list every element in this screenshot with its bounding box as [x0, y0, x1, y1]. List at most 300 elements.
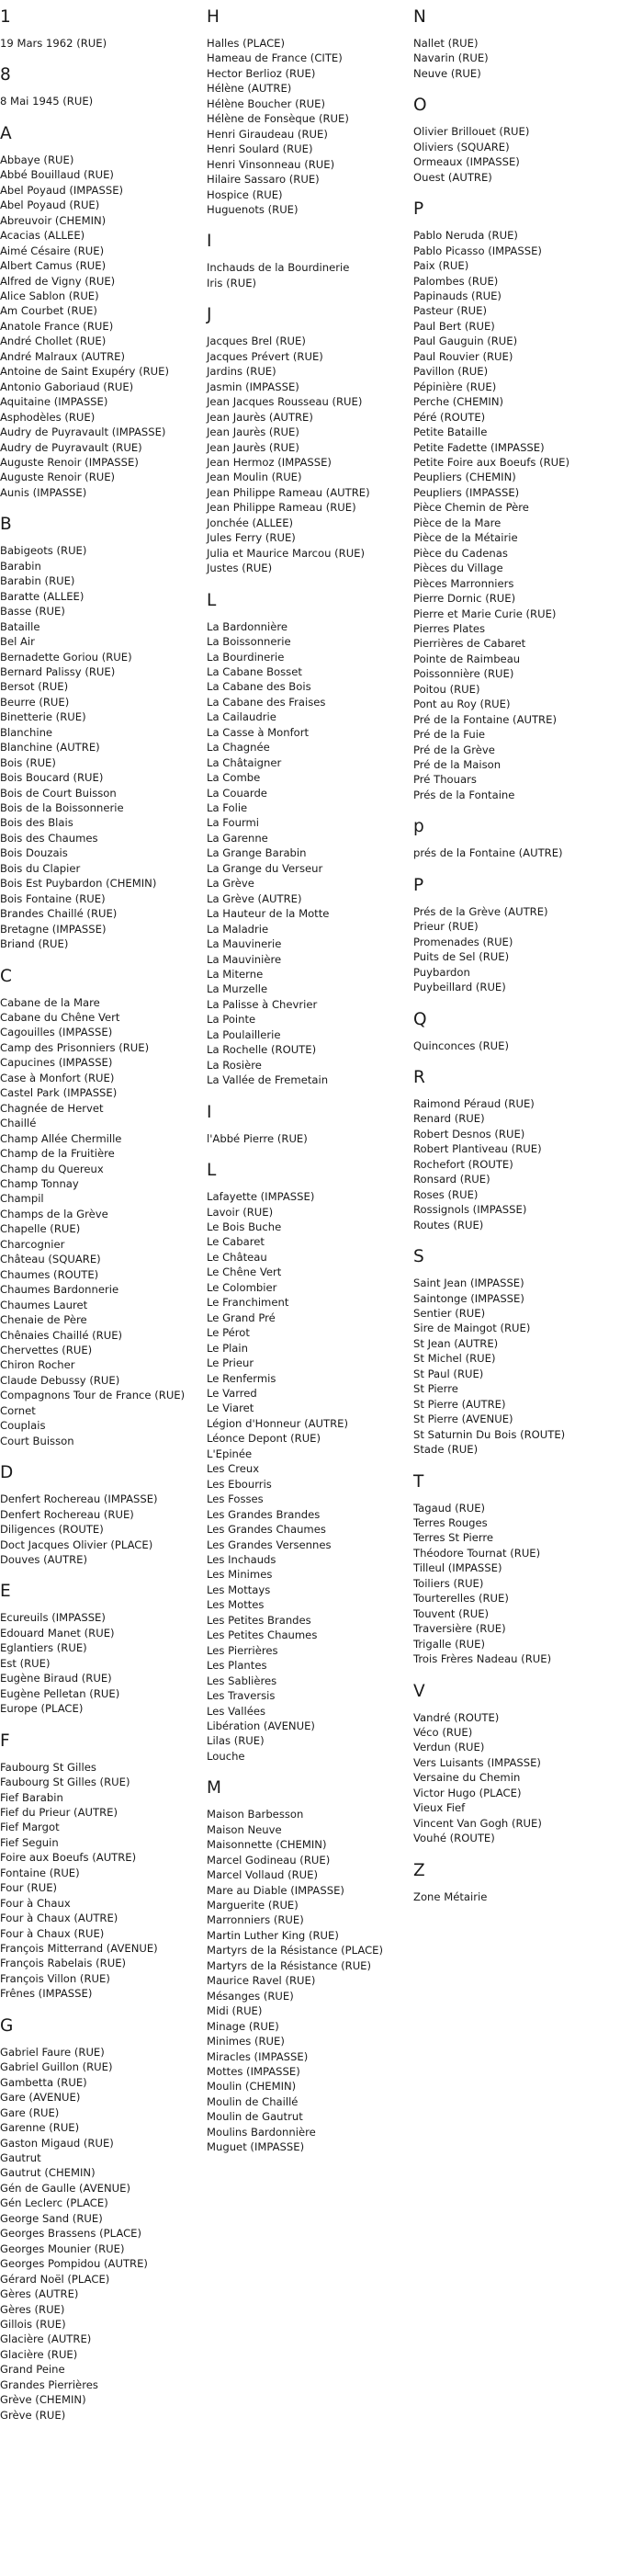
street-list	[0, 1760, 207, 2002]
street-name: Robert Desnos (RUE)	[413, 1127, 525, 1140]
letter-section	[413, 1861, 620, 1904]
street-name: Le Colombier	[207, 1280, 277, 1294]
street-name: La Poulaillerie	[207, 1027, 281, 1041]
street-name: Pasteur (RUE)	[413, 304, 488, 318]
street-name: Ormeaux (IMPASSE)	[413, 155, 520, 169]
street-name: Jean Jaurès (RUE)	[207, 440, 299, 454]
street-name: Baratte (ALLEE)	[0, 589, 85, 603]
letter-section	[0, 515, 207, 951]
street-name: Pré de la Fuie	[413, 728, 486, 742]
street-name: Gare (RUE)	[0, 2105, 60, 2119]
section-letter-heading: 8	[0, 65, 11, 85]
street-name: La Hauteur de la Motte	[207, 907, 330, 921]
street-name: Chapelle (RUE)	[0, 1222, 81, 1236]
street-name: Les Vallées	[207, 1704, 265, 1718]
section-letter-heading: A	[0, 123, 12, 143]
street-name: Prieur (RUE)	[413, 920, 479, 934]
street-name: La Garenne	[207, 831, 268, 845]
street-name: Cabane du Chêne Vert	[0, 1011, 120, 1025]
street-name: Denfert Rochereau (RUE)	[0, 1507, 134, 1521]
letter-section	[413, 1247, 620, 1457]
street-name: La Rochelle (ROUTE)	[207, 1043, 317, 1057]
street-name: St Paul (RUE)	[413, 1367, 484, 1380]
street-name: Peupliers (CHEMIN)	[413, 471, 516, 484]
street-name: Acacias (ALLEE)	[0, 229, 85, 243]
street-name: Papinauds (RUE)	[413, 289, 502, 302]
street-name: Chênaies Chaillé (RUE)	[0, 1328, 123, 1342]
street-name: Les Fosses	[207, 1492, 264, 1506]
street-name: Glacière (RUE)	[0, 2347, 78, 2361]
section-letter-heading: B	[0, 515, 12, 535]
street-name: La Châtaigner	[207, 755, 282, 769]
street-name: Champs de la Grève	[0, 1207, 108, 1220]
street-name: Aquitaine (IMPASSE)	[0, 395, 108, 409]
street-name: Marcel Vollaud (RUE)	[207, 1868, 319, 1882]
street-name: Alfred de Vigny (RUE)	[0, 274, 116, 288]
street-name: Gaston Migaud (RUE)	[0, 2136, 114, 2150]
street-name: André Malraux (AUTRE)	[0, 349, 125, 363]
section-letter-heading: M	[207, 1778, 221, 1799]
street-name: Stade (RUE)	[413, 1443, 479, 1457]
letter-section	[207, 1778, 413, 2154]
street-name: Les Minimes	[207, 1568, 273, 1582]
street-name: Libération (AVENUE)	[207, 1719, 315, 1732]
street-name: Abel Poyaud (IMPASSE)	[0, 183, 124, 197]
street-name: Gare (AVENUE)	[0, 2091, 81, 2105]
section-letter-heading: P	[413, 875, 424, 895]
street-name: Hameau de France (CITE)	[207, 51, 343, 65]
street-name: Georges Brassens (PLACE)	[0, 2227, 142, 2241]
street-list	[207, 36, 413, 217]
street-name: Paul Gauguin (RUE)	[413, 335, 518, 348]
street-name: Théodore Tournat (RUE)	[413, 1546, 541, 1560]
street-list	[207, 260, 413, 290]
street-name: Les Grandes Chaumes	[207, 1523, 326, 1537]
street-name: Bois Fontaine (RUE)	[0, 891, 106, 905]
street-name: Capucines (IMPASSE)	[0, 1056, 113, 1070]
street-name: Renard (RUE)	[413, 1112, 485, 1126]
street-name: St Jean (AUTRE)	[413, 1336, 499, 1350]
street-list	[413, 1096, 620, 1232]
street-name: Le Chêne Vert	[207, 1265, 282, 1279]
street-name: Julia et Maurice Marcou (RUE)	[207, 546, 366, 560]
street-list	[0, 543, 207, 951]
letter-section	[413, 7, 620, 81]
street-name: Henri Giraudeau (RUE)	[207, 127, 328, 141]
street-name: 19 Mars 1962 (RUE)	[0, 37, 107, 50]
street-name: Court Buisson	[0, 1434, 74, 1447]
letter-section	[413, 1068, 620, 1232]
street-name: Jean Moulin (RUE)	[207, 471, 302, 484]
street-list	[413, 1501, 620, 1667]
street-name: Mésanges (RUE)	[207, 1989, 294, 2003]
street-name: Champ Tonnay	[0, 1177, 79, 1190]
street-name: l'Abbé Pierre (RUE)	[207, 1131, 308, 1145]
street-name: Trigalle (RUE)	[413, 1637, 486, 1651]
street-name: Les Petites Brandes	[207, 1613, 311, 1627]
street-name: Navarin (RUE)	[413, 51, 489, 65]
street-name: Les Mottays	[207, 1583, 271, 1596]
street-name: Am Courbet (RUE)	[0, 304, 97, 318]
letter-section	[207, 1103, 413, 1146]
street-name: La Chagnée	[207, 741, 270, 755]
street-name: Asphodèles (RUE)	[0, 410, 96, 424]
street-name: Blanchine	[0, 725, 53, 739]
street-name: Four à Chaux	[0, 1896, 71, 1910]
section-letter-heading: N	[413, 7, 426, 27]
street-name: Pointe de Raimbeau	[413, 652, 521, 665]
letter-section	[207, 591, 413, 1088]
street-name: Chaumes (ROUTE)	[0, 1267, 99, 1281]
street-name: Hélène Boucher (RUE)	[207, 96, 325, 110]
street-index	[0, 7, 620, 2437]
letter-section	[0, 2016, 207, 2423]
street-name: Gén de Gaulle (AVENUE)	[0, 2181, 131, 2195]
street-name: Les Creux	[207, 1462, 260, 1476]
street-name: Martin Luther King (RUE)	[207, 1928, 339, 1942]
street-name: Georges Pompidou (AUTRE)	[0, 2257, 148, 2271]
section-letter-heading: G	[0, 2015, 14, 2036]
street-name: Le Pérot	[207, 1326, 250, 1340]
street-name: Mottes (IMPASSE)	[207, 2065, 300, 2079]
street-name: Perche (CHEMIN)	[413, 395, 504, 409]
street-name: Minimes (RUE)	[207, 2035, 285, 2048]
street-name: Europe (PLACE)	[0, 1702, 84, 1716]
street-name: Prés de la Fontaine	[413, 788, 515, 801]
street-list	[207, 1131, 413, 1146]
street-name: Denfert Rochereau (IMPASSE)	[0, 1492, 158, 1506]
street-list	[413, 124, 620, 185]
street-name: Pierrières de Cabaret	[413, 637, 526, 651]
street-name: Antoine de Saint Exupéry (RUE)	[0, 365, 169, 379]
street-name: Gautrut (CHEMIN)	[0, 2166, 96, 2180]
street-name: Traversière (RUE)	[413, 1622, 506, 1636]
street-name: Vandré (ROUTE)	[413, 1710, 500, 1724]
street-name: Sire de Maingot (RUE)	[413, 1322, 531, 1335]
street-name: Bois (RUE)	[0, 755, 56, 769]
section-letter-heading: 1	[0, 7, 11, 27]
street-name: Albert Camus (RUE)	[0, 259, 107, 273]
street-name: Pièce de la Mare	[413, 516, 502, 529]
street-name: La Couarde	[207, 786, 267, 800]
street-name: Oliviers (SQUARE)	[413, 140, 510, 153]
street-name: Promenades (RUE)	[413, 935, 513, 948]
letter-section	[413, 876, 620, 995]
street-name: Pré de la Grève	[413, 743, 495, 756]
street-name: Fief du Prieur (AUTRE)	[0, 1805, 118, 1819]
street-name: Four à Chaux (RUE)	[0, 1926, 105, 1940]
street-name: Moulin de Gautrut	[207, 2110, 303, 2124]
street-name: Saintonge (IMPASSE)	[413, 1291, 524, 1305]
street-list	[413, 1276, 620, 1457]
section-letter-heading: S	[413, 1247, 424, 1267]
street-name: La Maladrie	[207, 922, 269, 936]
street-list	[0, 1610, 207, 1716]
section-letter-heading: O	[413, 96, 427, 116]
street-name: La Grève	[207, 877, 254, 891]
street-name: La Grange du Verseur	[207, 861, 323, 875]
street-name: Les Traversis	[207, 1689, 276, 1703]
street-name: Diligences (ROUTE)	[0, 1523, 104, 1537]
street-name: Douves (AUTRE)	[0, 1552, 88, 1566]
street-name: Château (SQUARE)	[0, 1253, 101, 1266]
street-name: Pré Thouars	[413, 773, 477, 787]
letter-section	[0, 7, 207, 51]
street-name: Versaine du Chemin	[413, 1771, 521, 1785]
section-letter-heading: E	[0, 1582, 11, 1602]
street-name: Justes (RUE)	[207, 562, 273, 575]
street-name: Champ du Quereux	[0, 1162, 104, 1175]
street-name: Poissonnière (RUE)	[413, 667, 514, 681]
street-name: Pont au Roy (RUE)	[413, 698, 511, 711]
street-name: Pièce du Cadenas	[413, 546, 508, 560]
street-name: Maurice Ravel (RUE)	[207, 1974, 316, 1988]
street-name: St Michel (RUE)	[413, 1352, 496, 1366]
street-name: St Pierre	[413, 1382, 458, 1396]
street-name: Abreuvoir (CHEMIN)	[0, 213, 107, 227]
street-list	[413, 845, 620, 860]
street-name: Jean Hermoz (IMPASSE)	[207, 455, 332, 469]
street-name: Paix (RUE)	[413, 259, 469, 273]
street-name: Chaillé	[0, 1117, 37, 1130]
street-name: Georges Mounier (RUE)	[0, 2241, 125, 2255]
letter-section	[0, 967, 207, 1449]
street-name: Auguste Renoir (IMPASSE)	[0, 455, 139, 469]
street-name: Bretagne (IMPASSE)	[0, 922, 107, 936]
street-name: Abbé Bouillaud (RUE)	[0, 168, 114, 182]
street-name: Vieux Fief	[413, 1801, 466, 1815]
street-name: Pièce Chemin de Père	[413, 501, 529, 515]
section-letter-heading: H	[207, 7, 220, 27]
street-name: Lavoir (RUE)	[207, 1205, 274, 1219]
street-name: Gabriel Guillon (RUE)	[0, 2060, 113, 2074]
street-name: La Palisse à Chevrier	[207, 997, 318, 1011]
street-name: La Pointe	[207, 1013, 256, 1027]
street-name: Audry de Puyravault (RUE)	[0, 440, 142, 454]
street-name: Gabriel Faure (RUE)	[0, 2045, 105, 2059]
street-name: Hilaire Sassaro (RUE)	[207, 173, 320, 187]
street-name: Puybeillard (RUE)	[413, 981, 506, 994]
street-name: Audry de Puyravault (IMPASSE)	[0, 426, 166, 439]
street-name: Neuve (RUE)	[413, 66, 481, 80]
street-name: La Grange Barabin	[207, 846, 307, 860]
street-name: Pablo Neruda (RUE)	[413, 229, 518, 243]
street-name: Hector Berlioz (RUE)	[207, 66, 316, 80]
street-name: Bois Douzais	[0, 846, 68, 860]
street-name: Chaumes Bardonnerie	[0, 1283, 119, 1297]
street-name: Vers Luisants (IMPASSE)	[413, 1755, 541, 1769]
street-list	[413, 1710, 620, 1846]
index-column-2	[207, 7, 413, 2437]
street-name: Cagouilles (IMPASSE)	[0, 1026, 113, 1039]
street-name: La Bourdinerie	[207, 650, 285, 664]
street-name: Touvent (RUE)	[413, 1606, 490, 1620]
street-name: Minage (RUE)	[207, 2019, 279, 2033]
street-name: Vincent Van Gogh (RUE)	[413, 1816, 542, 1830]
street-name: Pépinière (RUE)	[413, 380, 497, 393]
street-name: Toiliers (RUE)	[413, 1576, 484, 1590]
street-name: Jacques Brel (RUE)	[207, 335, 306, 348]
section-letter-heading: D	[0, 1463, 14, 1483]
street-name: La Grève (AUTRE)	[207, 891, 302, 905]
street-name: Fief Barabin	[0, 1790, 63, 1804]
section-letter-heading: P	[413, 199, 424, 220]
street-name: Babigeots (RUE)	[0, 544, 87, 558]
street-name: Marguerite (RUE)	[207, 1899, 299, 1912]
street-name: Chervettes (RUE)	[0, 1343, 93, 1356]
street-name: St Pierre (AUTRE)	[413, 1397, 506, 1411]
section-letter-heading: Z	[413, 1860, 425, 1880]
street-name: Jean Jacques Rousseau (RUE)	[207, 395, 363, 409]
street-name: Bois Boucard (RUE)	[0, 771, 104, 785]
street-name: Louche	[207, 1749, 245, 1763]
street-name: St Saturnin Du Bois (ROUTE)	[413, 1427, 566, 1441]
letter-section	[207, 7, 413, 217]
street-name: Jules Ferry (RUE)	[207, 531, 296, 545]
street-name: Terres Rouges	[413, 1515, 488, 1529]
street-name: Charcognier	[0, 1237, 65, 1251]
street-list	[413, 228, 620, 802]
street-name: Les Mottes	[207, 1598, 265, 1612]
street-name: Chagnée de Hervet	[0, 1101, 104, 1115]
street-name: Ronsard (RUE)	[413, 1173, 490, 1186]
street-name: Moulin de Chaillé	[207, 2094, 299, 2108]
street-name: Bois de Court Buisson	[0, 786, 117, 800]
street-name: Beurre (RUE)	[0, 695, 70, 709]
street-name: Hélène de Fonsèque (RUE)	[207, 112, 349, 126]
street-name: Zone Métairie	[413, 1889, 488, 1903]
street-name: Le Varred	[207, 1386, 257, 1400]
street-name: Légion d'Honneur (AUTRE)	[207, 1416, 349, 1430]
street-name: Pièces Marronniers	[413, 576, 514, 590]
street-name: Marcel Godineau (RUE)	[207, 1853, 331, 1867]
street-name: Léonce Depont (RUE)	[207, 1432, 321, 1446]
street-name: Paul Rouvier (RUE)	[413, 349, 513, 363]
street-name: Maison Neuve	[207, 1822, 282, 1836]
street-name: Chaumes Lauret	[0, 1298, 88, 1311]
street-name: Aimé Césaire (RUE)	[0, 244, 105, 257]
street-name: Pierre et Marie Curie (RUE)	[413, 607, 557, 620]
street-list	[413, 904, 620, 995]
street-name: Jean Jaurès (RUE)	[207, 426, 299, 439]
street-name: Fontaine (RUE)	[0, 1866, 80, 1879]
street-name: Vouhé (ROUTE)	[413, 1832, 495, 1845]
street-list	[207, 1189, 413, 1764]
street-name: Le Renfermis	[207, 1371, 276, 1385]
section-letter-heading: R	[413, 1068, 425, 1088]
section-letter-heading: L	[207, 1161, 217, 1181]
street-list	[0, 94, 207, 108]
street-name: Nallet (RUE)	[413, 37, 479, 50]
street-name: Petite Fadette (IMPASSE)	[413, 440, 545, 454]
section-letter-heading: I	[207, 1102, 212, 1122]
street-name: Petite Foire aux Boeufs (RUE)	[413, 455, 569, 469]
street-name: Jacques Prévert (RUE)	[207, 349, 323, 363]
street-name: Chiron Rocher	[0, 1358, 75, 1372]
street-name: Four (RUE)	[0, 1881, 58, 1895]
street-name: Alice Sablon (RUE)	[0, 289, 99, 302]
street-name: Fief Margot	[0, 1821, 60, 1834]
section-letter-heading: J	[207, 305, 212, 325]
street-name: La Cabane des Bois	[207, 680, 311, 694]
street-name: Binetterie (RUE)	[0, 710, 86, 724]
street-name: Case à Monfort (RUE)	[0, 1071, 115, 1084]
street-name: St Pierre (AVENUE)	[413, 1413, 513, 1426]
street-name: Robert Plantiveau (RUE)	[413, 1142, 542, 1156]
street-name: Le Château	[207, 1250, 267, 1264]
street-name: Roses (RUE)	[413, 1187, 479, 1201]
street-name: Huguenots (RUE)	[207, 202, 299, 216]
street-name: Muguet (IMPASSE)	[207, 2140, 305, 2154]
street-name: Eugène Biraud (RUE)	[0, 1672, 112, 1685]
street-name: Gérard Noël (PLACE)	[0, 2272, 110, 2286]
street-name: Pré de la Maison	[413, 758, 502, 772]
street-name: Pré de la Fontaine (AUTRE)	[413, 712, 557, 726]
street-name: Briand (RUE)	[0, 937, 69, 951]
street-list	[207, 619, 413, 1088]
street-name: Maisonnette (CHEMIN)	[207, 1838, 327, 1852]
section-letter-heading: L	[207, 590, 217, 610]
street-name: Edouard Manet (RUE)	[0, 1626, 115, 1640]
section-letter-heading: V	[413, 1681, 425, 1701]
street-name: Est (RUE)	[0, 1656, 51, 1670]
street-name: La Miterne	[207, 968, 264, 982]
street-name: Champil	[0, 1192, 44, 1206]
street-name: Le Plain	[207, 1341, 248, 1355]
street-name: La Cabane des Fraises	[207, 695, 326, 709]
street-name: Moulin (CHEMIN)	[207, 2080, 297, 2094]
street-name: Abel Poyaud (RUE)	[0, 199, 100, 212]
street-name: François Villon (RUE)	[0, 1971, 110, 1985]
street-name: Champ Allée Chermille	[0, 1131, 122, 1145]
street-name: Bersot (RUE)	[0, 680, 69, 694]
street-name: Grand Peine	[0, 2363, 65, 2377]
street-name: Antonio Gaboriaud (RUE)	[0, 380, 134, 393]
street-name: Eglantiers (RUE)	[0, 1641, 87, 1655]
street-name: Bernard Palissy (RUE)	[0, 664, 116, 678]
street-name: Tourterelles (RUE)	[413, 1592, 509, 1606]
street-name: Raimond Péraud (RUE)	[413, 1097, 535, 1111]
street-name: Abbaye (RUE)	[0, 153, 74, 166]
street-name: Halles (PLACE)	[207, 37, 286, 50]
street-name: Petite Bataille	[413, 426, 488, 439]
street-name: Tagaud (RUE)	[413, 1501, 486, 1515]
street-name: François Mitterrand (AVENUE)	[0, 1942, 158, 1956]
street-name: Claude Debussy (RUE)	[0, 1373, 120, 1387]
street-name: Iris (RUE)	[207, 276, 257, 289]
section-letter-heading: p	[413, 817, 424, 837]
letter-section	[413, 1682, 620, 1846]
street-name: Foire aux Boeufs (AUTRE)	[0, 1851, 137, 1865]
letter-section	[0, 65, 207, 108]
letter-section	[207, 1161, 413, 1764]
street-name: Glacière (AUTRE)	[0, 2332, 92, 2346]
letter-section	[0, 1582, 207, 1716]
street-name: Cabane de la Mare	[0, 995, 100, 1009]
street-name: prés de la Fontaine (AUTRE)	[413, 846, 563, 860]
street-name: Le Cabaret	[207, 1235, 265, 1249]
street-name: Pièce de la Métairie	[413, 531, 518, 545]
street-list	[413, 1038, 620, 1053]
street-name: Le Bois Buche	[207, 1220, 282, 1233]
street-name: Prés de la Grève (AUTRE)	[413, 904, 548, 918]
street-name: La Cabane Bosset	[207, 664, 302, 678]
street-list	[207, 1807, 413, 2154]
street-name: Bois de la Boissonnerie	[0, 801, 124, 815]
street-name: Auguste Renoir (RUE)	[0, 471, 116, 484]
street-name: Palombes (RUE)	[413, 274, 499, 288]
street-name: Camp des Prisonniers (RUE)	[0, 1040, 150, 1054]
